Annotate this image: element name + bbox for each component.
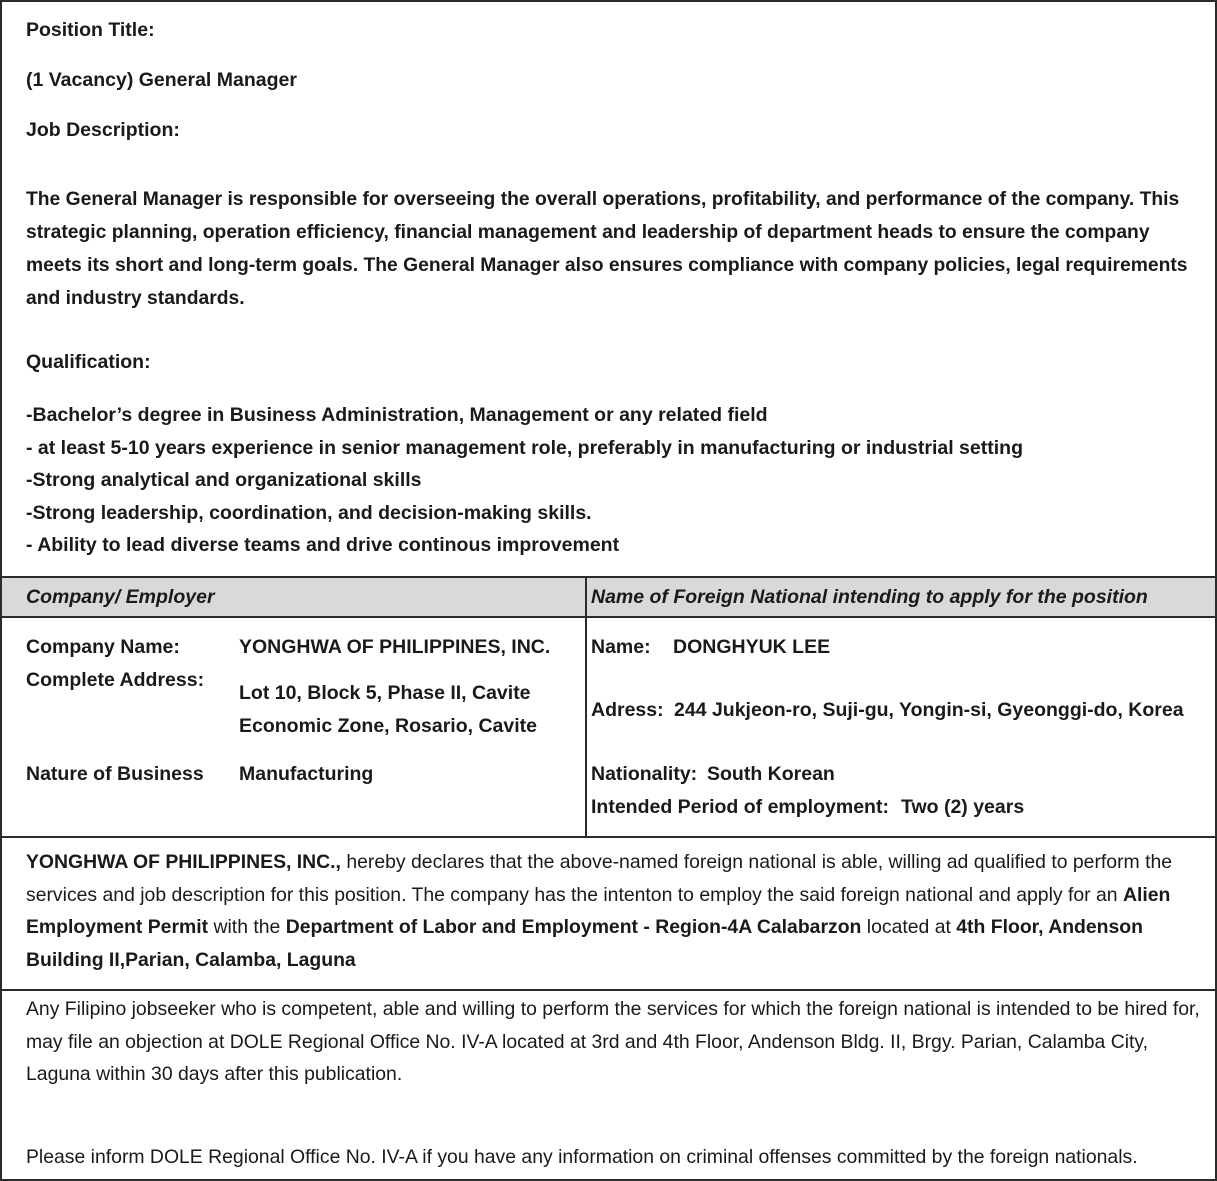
objection-notice: Any Filipino jobseeker who is competent, able and willing to perform the services for which the foreign national is intended to be hired for, may file an objection at DOLE Regional Office No. IV-A located at 3rd and 4th Floor, Andenson Bldg. II, Brgy. Parian, Calamba City, Laguna within 30 days after this publication. <box>26 998 1200 1086</box>
company-name-value: YONGHWA OF PHILIPPINES, INC. <box>239 636 551 658</box>
fn-nationality-label: Nationality: <box>591 763 698 785</box>
company-name-label: Company Name: <box>26 636 180 658</box>
employer-details <box>2 618 585 836</box>
declaration-company: YONGHWA OF PHILIPPINES, INC., <box>26 851 341 873</box>
declaration-text-part: hereby declares that the above-named foreign national is able, willing ad qualified to perform the services and job description for this position. The company has the intenton to employ the said foreign national and apply for an <box>26 851 1173 906</box>
job-description-text: The General Manager is responsible for overseeing the overall operations, profitability, and performance of the company. This strategic planning, operation efficiency, financial management and leadership of department heads to ensure the company meets its short and long-term goals. The General Manager also ensures compliance with company policies, legal requirements and industry standards. <box>26 189 1188 309</box>
qualification-label: Qualification: <box>26 351 151 373</box>
department-name: Department of Labor and Employment - Region-4A Calabarzon <box>285 916 862 939</box>
qualification-list <box>26 399 1023 562</box>
fn-name-label: Name: <box>591 636 651 658</box>
company-address-line1: Lot 10, Block 5, Phase II, Cavite <box>239 682 531 704</box>
table-header-row <box>2 576 1215 618</box>
qualification-item: -Bachelor’s degree in Business Administration, Management or any related field <box>26 404 768 426</box>
fn-period-value: Two (2) years <box>901 796 1025 818</box>
inform-notice: Please inform DOLE Regional Office No. IV-A if you have any information on criminal offenses committed by the foreign nationals. <box>26 1146 1138 1168</box>
fn-nationality-value: South Korean <box>707 763 835 785</box>
position-title-label: Position Title: <box>26 19 155 41</box>
fn-name-value: DONGHYUK LEE <box>673 636 831 658</box>
position-title-value: (1 Vacancy) General Manager <box>26 69 297 91</box>
employer-header: Company/ Employer <box>26 586 215 608</box>
fn-period-label: Intended Period of employment: <box>591 796 889 818</box>
declaration-text-part: with the <box>208 916 286 939</box>
foreign-national-header: Name of Foreign National intending to apply for the position <box>591 586 1148 608</box>
fn-address-value: 244 Jukjeon-ro, Suji-gu, Yongin-si, Gyeonggi-do, Korea <box>674 699 1184 721</box>
department-location: 4th Floor, Andenson Building II,Parian, Calamba, Laguna <box>26 916 1143 972</box>
fn-address-label: Adress: <box>591 699 664 721</box>
notice-section <box>2 991 1215 1181</box>
job-description-label: Job Description: <box>26 119 180 141</box>
position-section <box>2 2 1215 576</box>
declaration-section <box>2 836 1215 991</box>
qualification-item: - Ability to lead diverse teams and drive continous improvement <box>26 534 620 557</box>
company-address-label: Complete Address: <box>26 669 205 691</box>
company-address-line2: Economic Zone, Rosario, Cavite <box>239 715 537 737</box>
nature-of-business-value: Manufacturing <box>239 763 374 785</box>
alien-employment-permit: Alien Employment Permit <box>26 883 1171 939</box>
qualification-item: - at least 5-10 years experience in senior management role, preferably in manufacturing or industrial setting <box>26 436 1023 459</box>
nature-of-business-label: Nature of Business <box>26 763 204 785</box>
declaration-text-part: located at <box>861 916 957 939</box>
foreign-national-details <box>587 618 1215 836</box>
qualification-item: -Strong analytical and organizational skills <box>26 469 422 492</box>
qualification-item: -Strong leadership, coordination, and decision-making skills. <box>26 501 592 524</box>
declaration-text <box>26 846 1211 977</box>
